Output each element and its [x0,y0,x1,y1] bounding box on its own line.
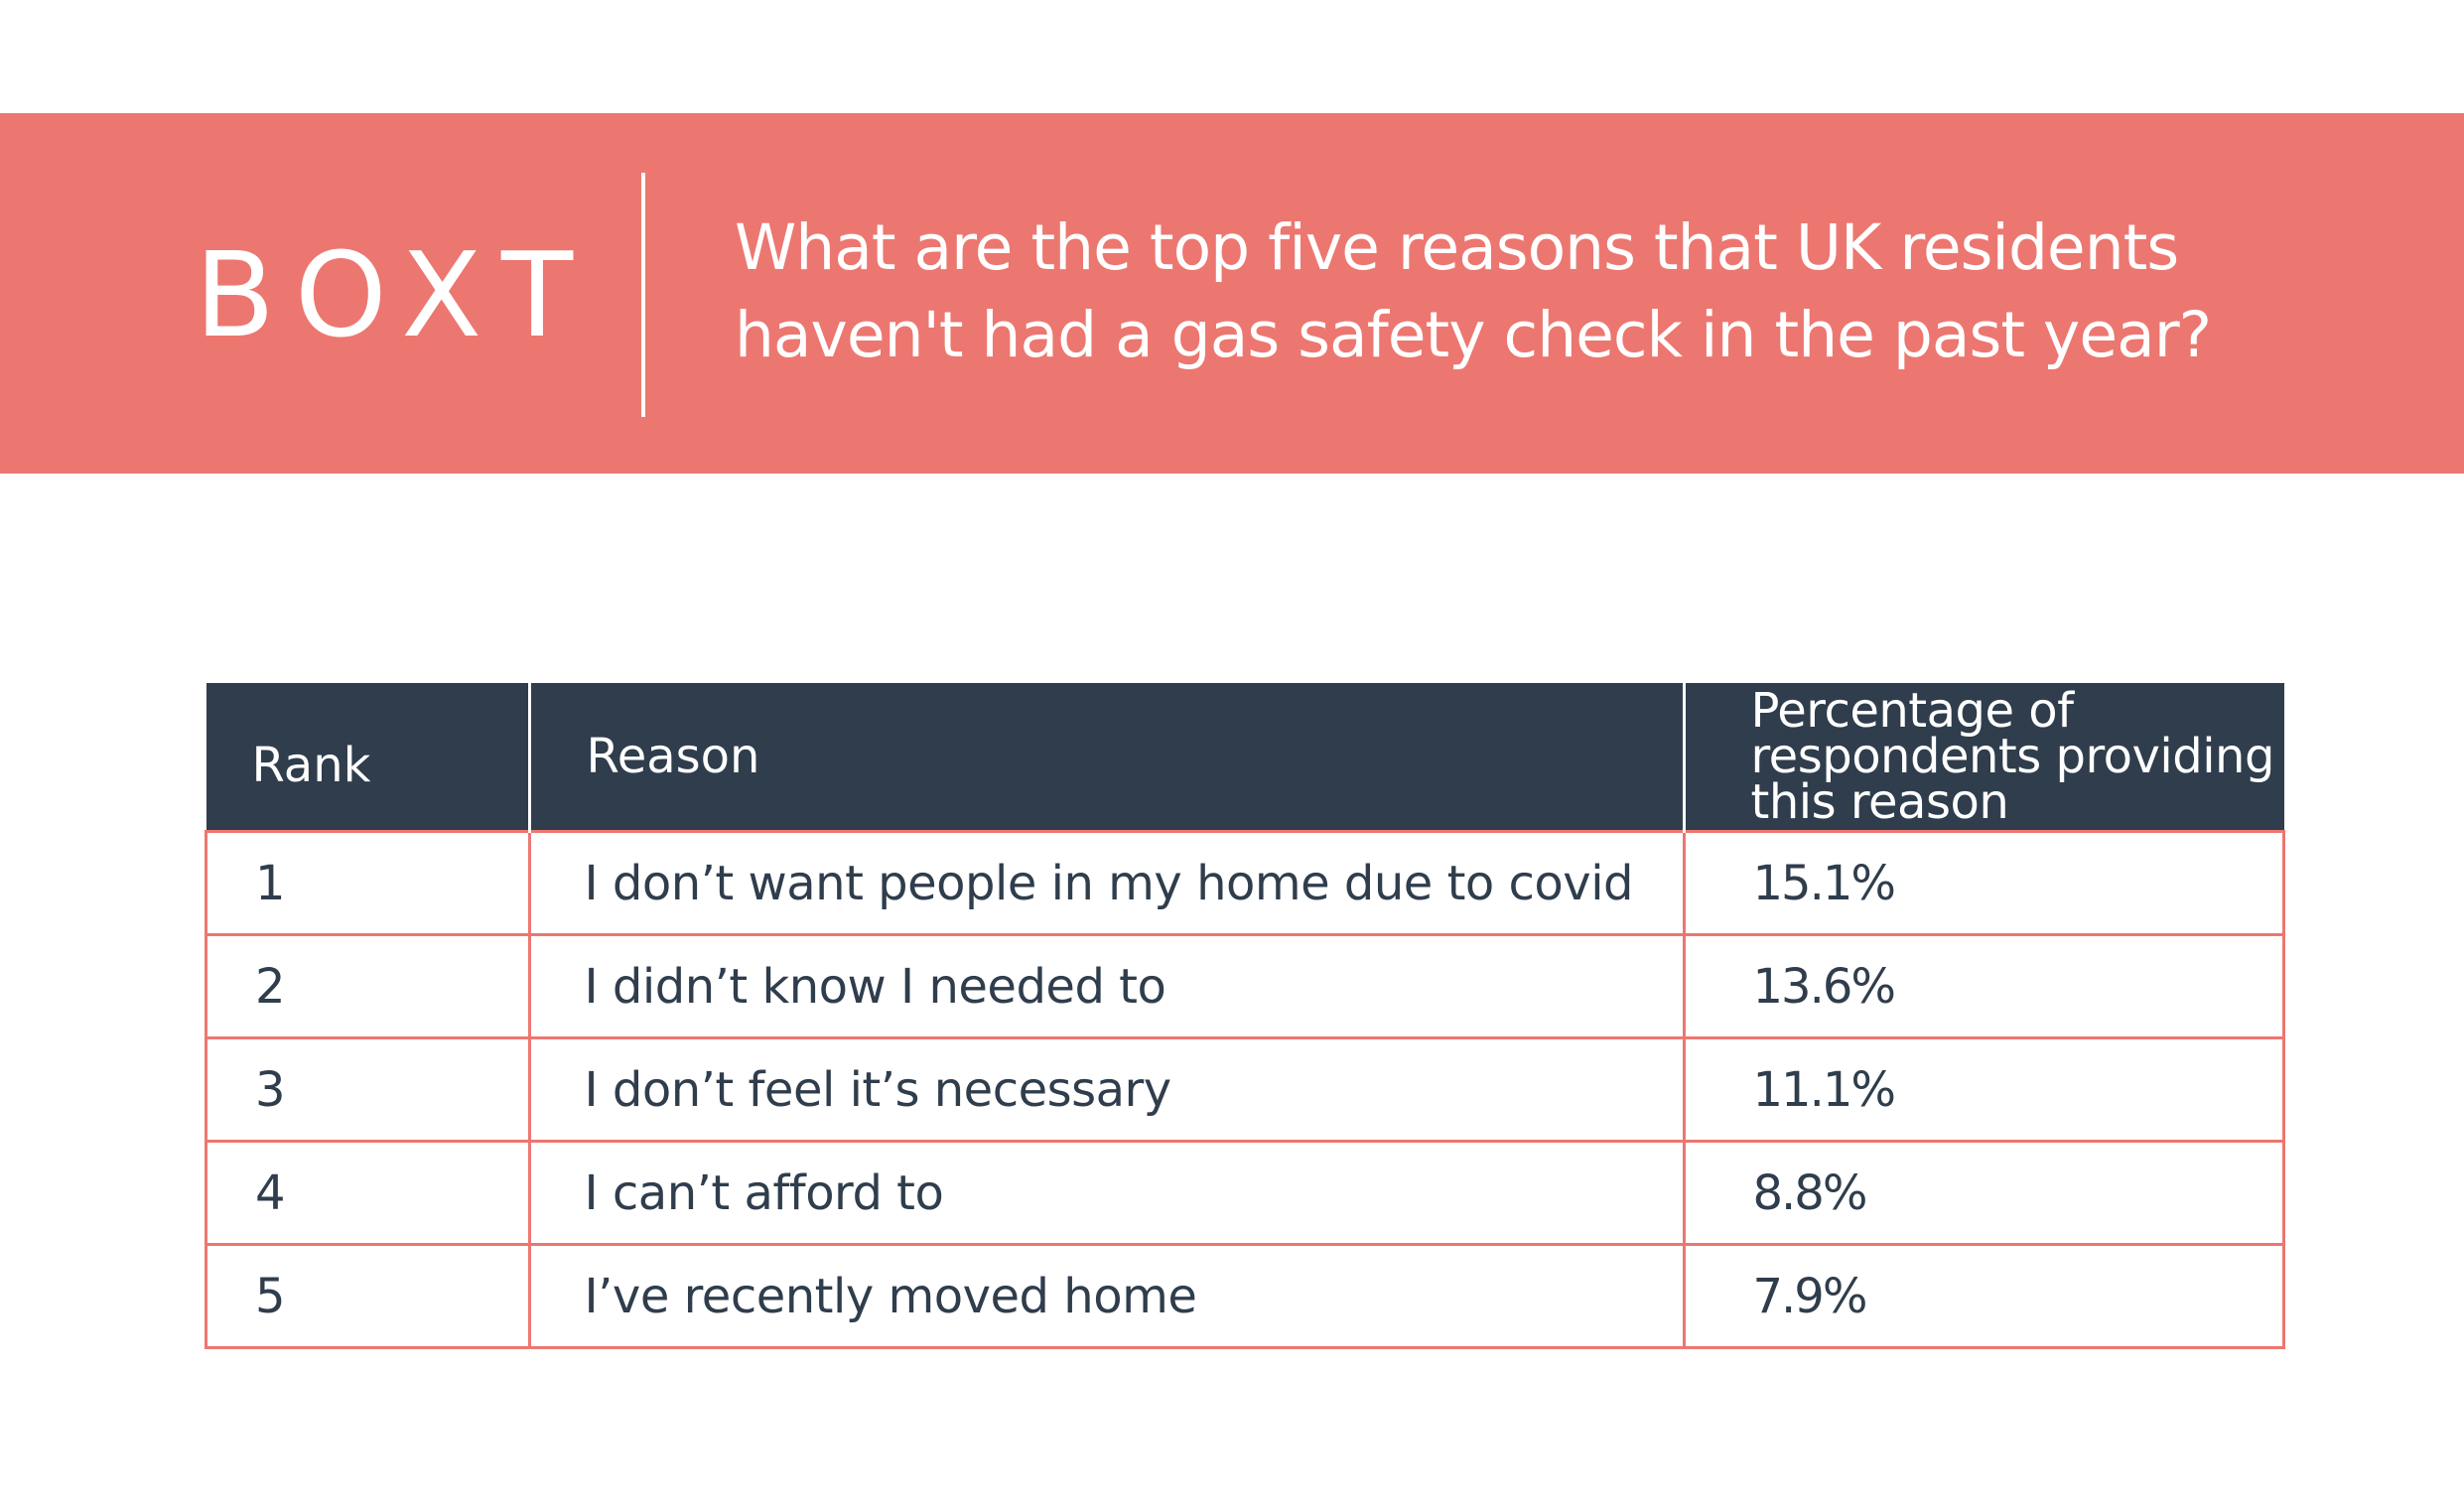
table-row [206,832,2284,935]
rank-cell: 4 [206,1142,530,1245]
reason-cell: I’ve recently moved home [529,1245,1684,1348]
percentage-cell: 7.9% [1684,1245,2284,1348]
banner-divider [641,173,645,417]
table-row [206,1038,2284,1142]
reasons-table [205,683,2285,1349]
table-row [206,1245,2284,1348]
column-header-rank: Rank [206,683,530,832]
table-row [206,1142,2284,1245]
table-row [206,935,2284,1038]
percentage-cell: 13.6% [1684,935,2284,1038]
column-header-percentage: Percentage of respondents providing this reason [1684,683,2284,832]
column-header-reason: Reason [529,683,1684,832]
reason-cell: I don’t feel it’s necessary [529,1038,1684,1142]
percentage-cell: 8.8% [1684,1142,2284,1245]
boxt-logo: BOXT [195,226,596,363]
rank-cell: 5 [206,1245,530,1348]
reason-cell: I don’t want people in my home due to covid [529,832,1684,935]
rank-cell: 1 [206,832,530,935]
rank-cell: 3 [206,1038,530,1142]
page-title-line-2: haven't had a gas safety check in the past year? [735,299,2212,371]
rank-cell: 2 [206,935,530,1038]
reason-cell: I can’t afford to [529,1142,1684,1245]
percentage-cell: 11.1% [1684,1038,2284,1142]
reason-cell: I didn’t know I needed to [529,935,1684,1038]
page-title-line-1: What are the top five reasons that UK residents [735,211,2179,284]
table-header-row [206,683,2284,832]
percentage-cell: 15.1% [1684,832,2284,935]
page-title [735,205,2402,379]
reasons-table-container [205,683,2285,1349]
